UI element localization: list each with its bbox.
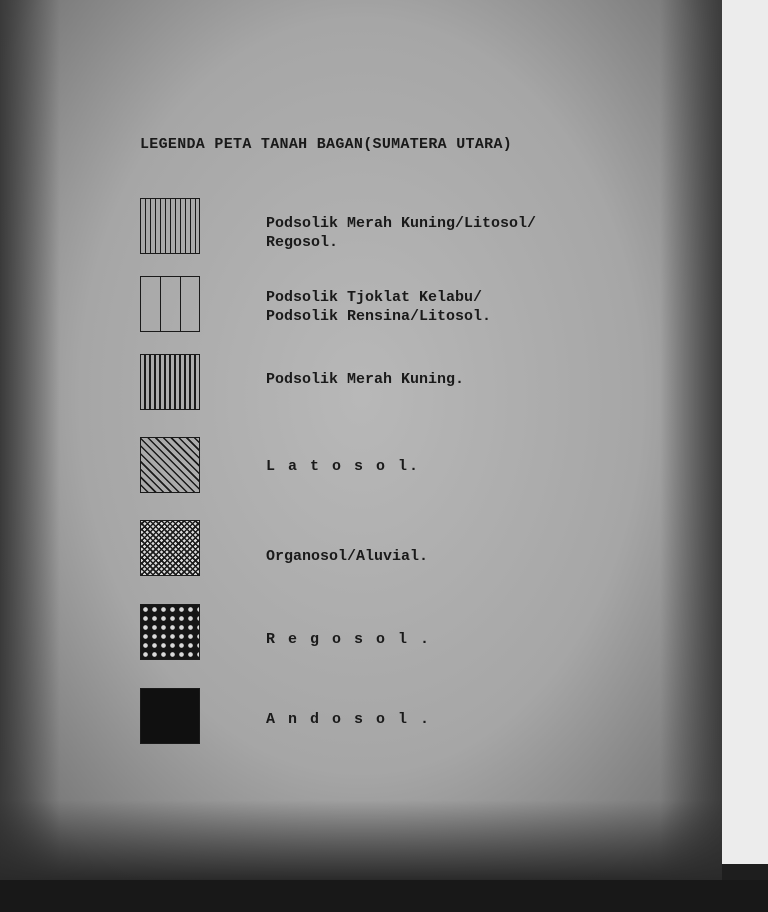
page-shadow-left	[0, 0, 60, 880]
legend-label-line-1: Podsolik Tjoklat Kelabu/	[266, 289, 483, 306]
solid-black-swatch	[140, 688, 200, 744]
legend-label-line-1: Podsolik Merah Kuning/Litosol/	[266, 215, 537, 232]
legend-label-line-1: Organosol/Aluvial.	[266, 548, 429, 565]
scan-margin-strip	[722, 0, 768, 864]
legend-label-line-1: Podsolik Merah Kuning.	[266, 371, 465, 388]
legend-label-line-1: R e g o s o l .	[266, 631, 432, 648]
page-shadow-right	[660, 0, 722, 880]
legend-label-line-2: Regosol.	[266, 234, 339, 251]
fine-vertical-lines-swatch	[140, 198, 200, 254]
cross-hatch-swatch	[140, 520, 200, 576]
wide-vertical-lines-swatch	[140, 276, 200, 332]
legend-label-line-2: Podsolik Rensina/Litosol.	[266, 308, 492, 325]
legend-label-line-1: L a t o s o l.	[266, 458, 421, 475]
scan-bottom-border	[0, 880, 768, 912]
legend-label-line-1: A n d o s o l .	[266, 711, 432, 728]
dotted-dark-swatch	[140, 604, 200, 660]
dense-vertical-lines-swatch	[140, 354, 200, 410]
diagonal-hatch-swatch	[140, 437, 200, 493]
legend-title: LEGENDA PETA TANAH BAGAN(SUMATERA UTARA)	[140, 136, 513, 153]
page-shadow-bottom	[0, 800, 722, 880]
